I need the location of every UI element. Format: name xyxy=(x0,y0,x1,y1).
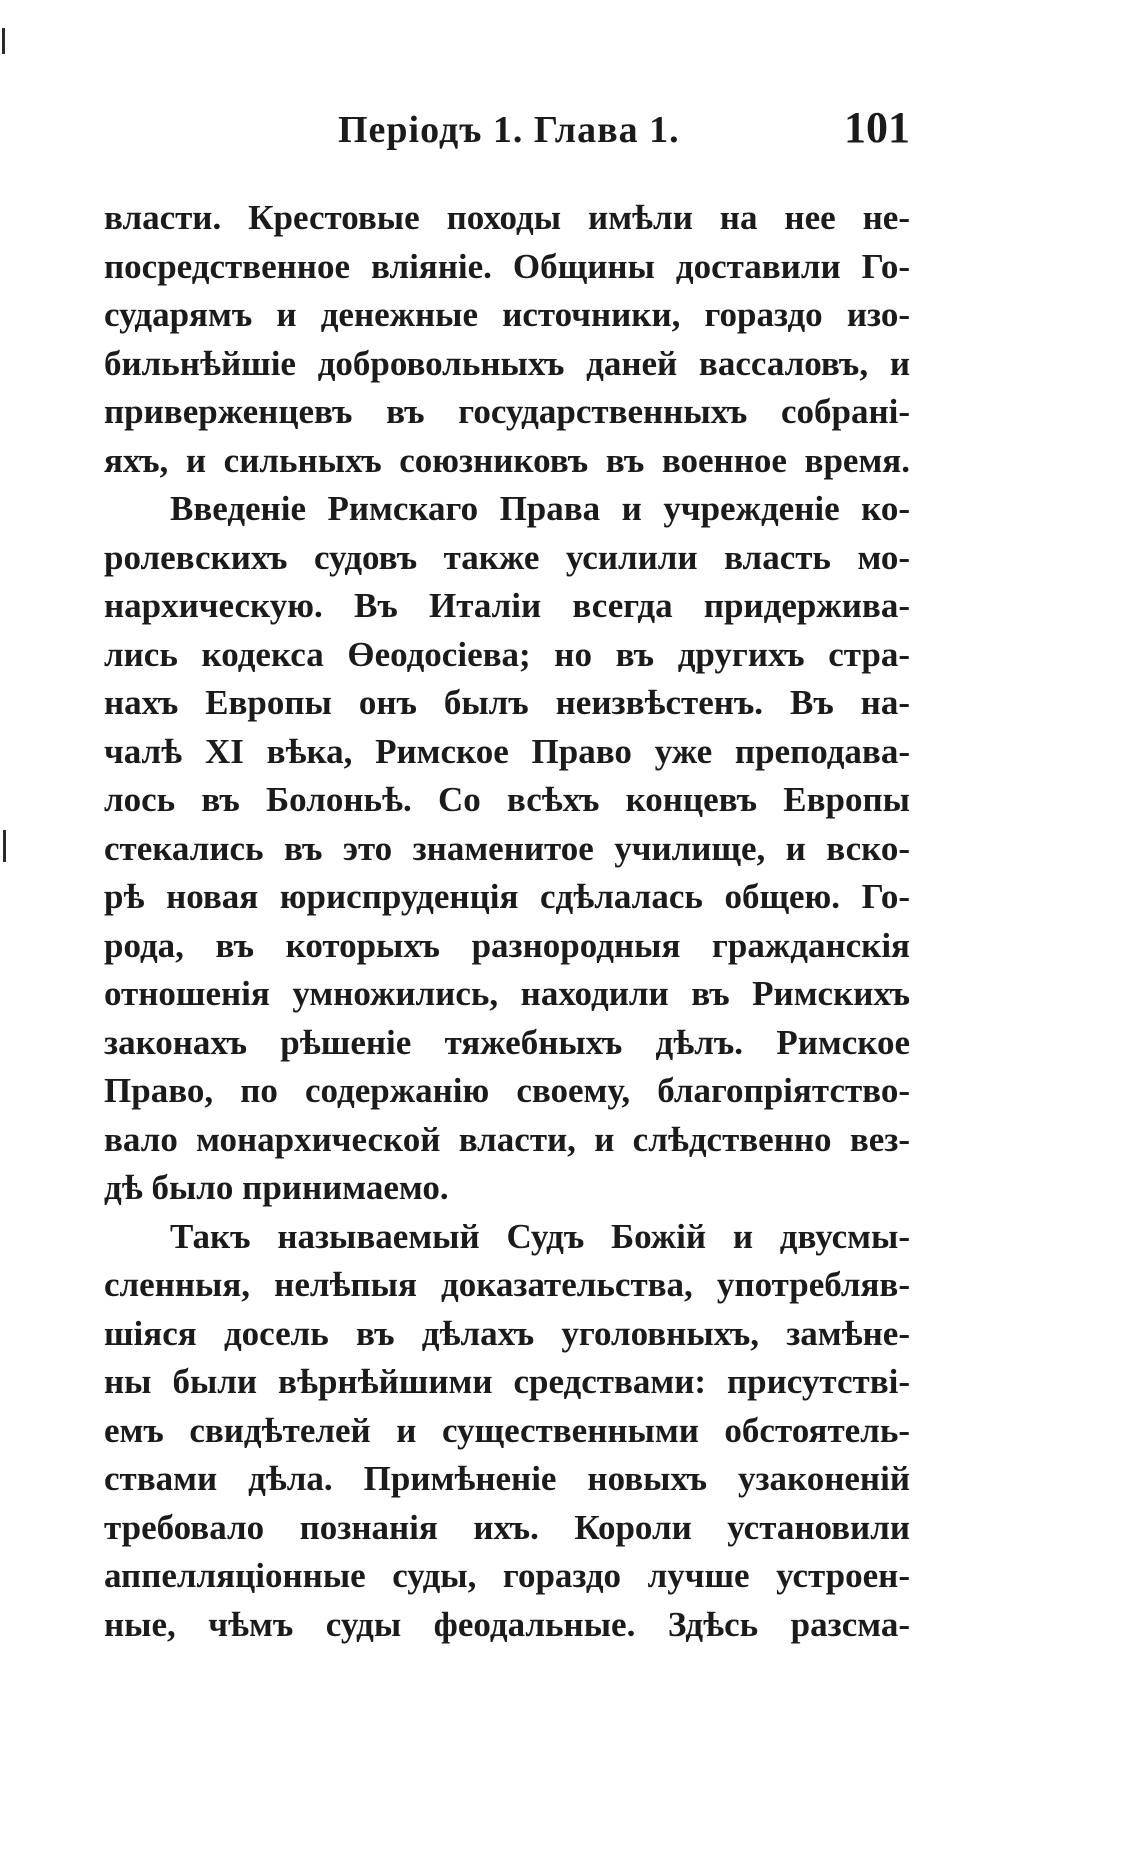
text-line: вало монархической власти, и слѣдственно вез- xyxy=(104,1119,910,1159)
text-line: нархическую. Въ Италіи всегда придержива- xyxy=(104,586,910,625)
page-header xyxy=(338,103,910,158)
text-line: посредственное вліяніе. Общины доставили Го- xyxy=(104,246,910,286)
body-text xyxy=(104,194,910,1649)
text-line: Такъ называемый Судъ Божій и двусмы- xyxy=(170,1216,910,1256)
text-line: лись кодекса Өеодосіева; но въ другихъ стра- xyxy=(104,634,910,674)
text-line: стекались въ это знаменитое училище, и вско- xyxy=(104,828,910,868)
paragraph-3 xyxy=(104,1213,910,1650)
text-line: нахъ Европы онъ былъ неизвѣстенъ. Въ на- xyxy=(104,683,910,722)
text-line: емъ свидѣтелей и существенными обстоятель- xyxy=(104,1410,910,1450)
text-line: отношенія умножились, находили въ Римскихъ xyxy=(104,974,910,1013)
text-line: Право, по содержанію своему, благопріятство- xyxy=(104,1071,910,1110)
text-line: ролевскихъ судовъ также усилили власть мо- xyxy=(104,537,910,577)
paragraph-1 xyxy=(104,194,910,485)
text-line: рѣ новая юриспруденція сдѣлалась общею. Го- xyxy=(104,877,910,916)
text-line: рода, въ которыхъ разнородныя гражданскія xyxy=(104,925,910,965)
scan-margin-mark xyxy=(3,830,6,862)
text-line: Введеніе Римскаго Права и учрежденіе ко- xyxy=(170,489,910,528)
running-title: Періодъ 1. Глава 1. xyxy=(338,109,680,151)
text-line: приверженцевъ въ государственныхъ собрані- xyxy=(104,392,910,431)
text-line: требовало познанія ихъ. Короли установили xyxy=(104,1507,910,1547)
paragraph-2 xyxy=(104,485,910,1213)
text-line: бильнѣйшіе добровольныхъ даней вассаловъ, и xyxy=(104,343,910,383)
text-line: аппелляціонные суды, гораздо лучше устроен- xyxy=(104,1556,910,1595)
page-number: 101 xyxy=(844,103,910,152)
text-line: законахъ рѣшеніе тяжебныхъ дѣлъ. Римское xyxy=(104,1022,910,1062)
text-line: лось въ Болоньѣ. Со всѣхъ концевъ Европы xyxy=(104,780,910,819)
text-line: ны были вѣрнѣйшими средствами: присутстві- xyxy=(104,1362,910,1401)
text-line: ствами дѣла. Примѣненіе новыхъ узаконеній xyxy=(104,1459,910,1498)
text-line: чалѣ XI вѣка, Римское Право уже преподава- xyxy=(104,731,910,771)
text-line: шіяся досель въ дѣлахъ уголовныхъ, замѣне- xyxy=(104,1313,910,1353)
text-line: ные, чѣмъ суды феодальные. Здѣсь разсма- xyxy=(104,1604,910,1644)
text-line: яхъ, и сильныхъ союзниковъ въ военное время. xyxy=(104,440,910,480)
text-line: сударямъ и денежные источники, гораздо изо- xyxy=(104,295,910,334)
text-line: сленныя, нелѣпыя доказательства, употребляв- xyxy=(104,1265,910,1304)
text-line: дѣ было принимаемо. xyxy=(104,1168,449,1207)
scan-margin-mark xyxy=(2,28,5,54)
text-line: власти. Крестовые походы имѣли на нее не- xyxy=(104,198,910,237)
